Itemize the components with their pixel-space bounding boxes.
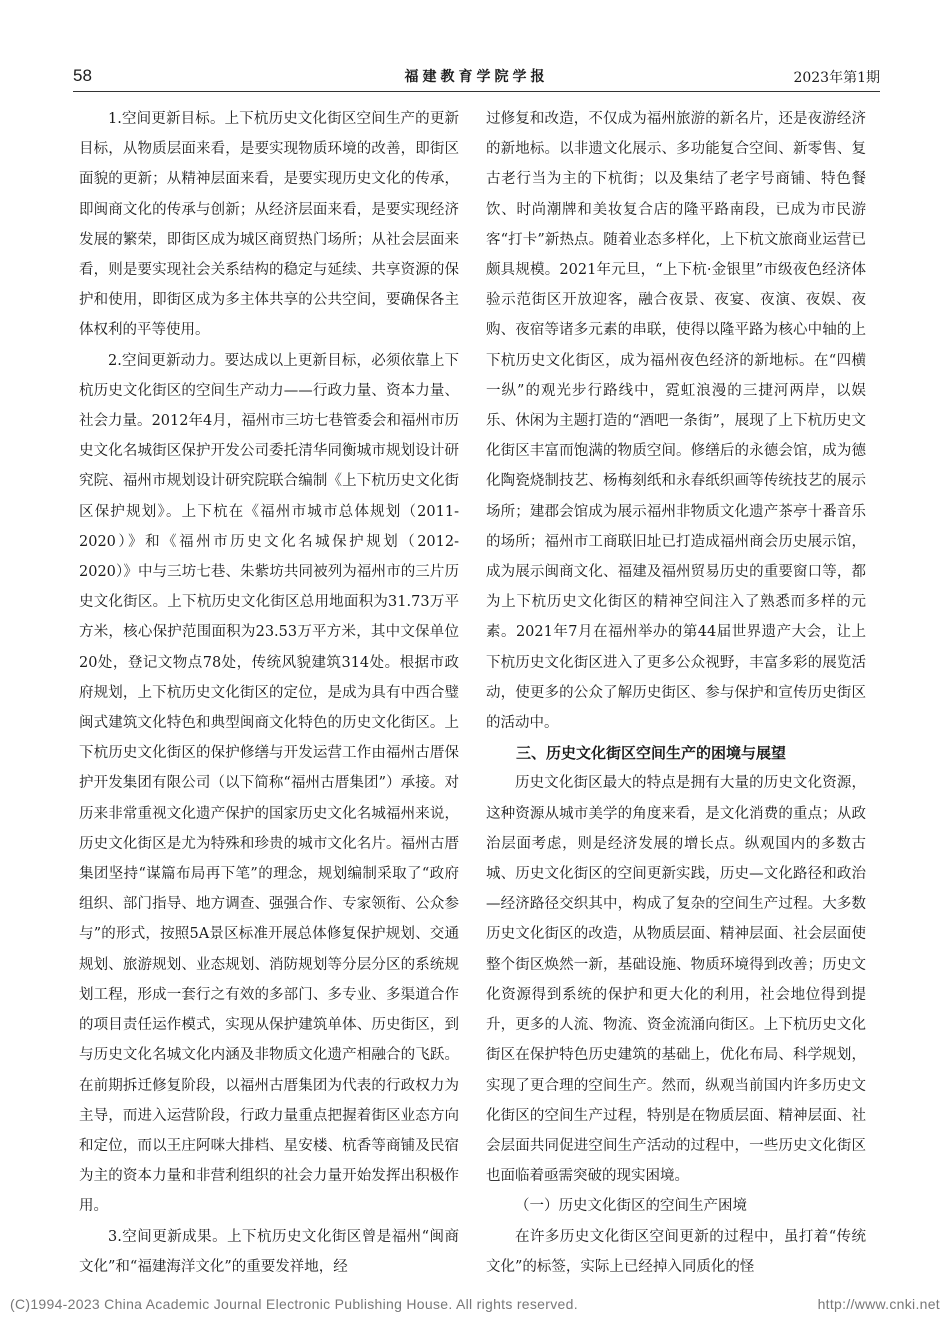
- footer-url[interactable]: http://www.cnki.net: [817, 1296, 940, 1312]
- issue-label: 2023年第1期: [793, 70, 880, 86]
- journal-title: 福建教育学院学报: [404, 69, 549, 85]
- header-rule: [73, 91, 880, 92]
- subsection-heading: （一）历史文化街区的空间生产困境: [515, 1198, 747, 1215]
- right-column: [486, 104, 866, 1282]
- copyright-text: (C)1994-2023 China Academic Journal Electronic Publishing House. All rights reserved.: [10, 1296, 578, 1312]
- paragraph-section-intro: 历史文化街区最大的特点是拥有大量的历史文化资源，这种资源从城市美学的角度来看，是文化消费的重点；从政治层面考虑，则是经济发展的增长点。纵观国内的多数古城、历史文化街区的空间更新实践，历史—文化路径和政治—经济路径交织其中，构成了复杂的空间生产过程。大多数历史文化街区的改造，从物质层面、精神层面、社会层面使整个街区焕然一新，基础设施、物质环境得到改善；历史文化资源得到系统的保护和更大化的利用，社会地位得到提升，更多的人流、物流、资金流涌向街区。上下杭历史文化街区在保护特色历史建筑的基础上，优化布局、科学规划，实现了更合理的空间生产。然而，纵观当前国内许多历史文化街区的空间生产过程，特别是在物质层面、精神层面、社会层面共同促进空间生产活动的过程中，一些历史文化街区也面临着亟需突破的现实困境。: [486, 775, 866, 1185]
- page-header: [73, 66, 880, 90]
- left-column: [79, 104, 459, 1282]
- paragraph-update-drivers: 2.空间更新动力。要达成以上更新目标，必须依靠上下杭历史文化街区的空间生产动力——行政力量、资本力量、社会力量。2012年4月，福州市三坊七巷管委会和福州市历史文化名城街区保护开发公司委托清华同衡城市规划设计研究院、福州市规划设计研究院联合编制《上下杭历史文化街区保护规划》。上下杭在《福州市城市总体规划（2011-2020）》和《福州市历史文化名城保护规划（2012-2020）》中与三坊七巷、朱紫坊共同被列为福州市的三片历史文化街区。上下杭历史文化街区总用地面积为31.73万平方米，核心保护范围面积为23.53万平方米，其中文保单位20处，登记文物点78处，传统风貌建筑314处。根据市政府规划，上下杭历史文化街区的定位，是成为具有中西合璧闽式建筑文化特色和典型闽商文化特色的历史文化街区。上下杭历史文化街区的保护修缮与开发运营工作由福州古厝保护开发集团有限公司（以下简称“福州古厝集团”）承接。对历来非常重视文化遗产保护的国家历史文化名城福州来说，历史文化街区是尤为特殊和珍贵的城市文化名片。福州古厝集团坚持“谋篇布局再下笔”的理念，规划编制采取了“政府组织、部门指导、地方调查、强强合作、专家领衔、公众参与”的形式，按照5A景区标准开展总体修复保护规划、交通规划、旅游规划、业态规划、消防规划等分层分区的系统规划工程，形成一套行之有效的多部门、多专业、多渠道合作的项目责任运作模式，实现从保护建筑单体、历史街区，到与历史文化名城文化内涵及非物质文化遗产相融合的飞跃。在前期拆迁修复阶段，以福州古厝集团为代表的行政权力为主导，而进入运营阶段，行政力量重点把握着街区业态方向和定位，而以王庄阿咪大排档、星安楼、杭香等商铺及民宿为主的资本力量和非营利组织的社会力量开始发挥出积极作用。: [79, 352, 459, 1215]
- page-footer: [10, 1296, 940, 1312]
- paragraph-continuation: 过修复和改造，不仅成为福州旅游的新名片，还是夜游经济的新地标。以非遗文化展示、多功能复合空间、新零售、复古老行当为主的下杭街；以及集结了老字号商铺、特色餐饮、时尚潮牌和美妆复合店的隆平路南段，已成为市民游客“打卡”新热点。随着业态多样化，上下杭文旅商业运营已颇具规模。2021年元旦，“上下杭·金银里”市级夜色经济体验示范街区开放迎客，融合夜景、夜宴、夜演、夜娱、夜购、夜宿等诸多元素的串联，使得以隆平路为核心中轴的上下杭历史文化街区，成为福州夜色经济的新地标。在“四横一纵”的观光步行路线中，霓虹浪漫的三捷河两岸，以娱乐、休闲为主题打造的“酒吧一条街”，展现了上下杭历史文化街区丰富而饱满的物质空间。修缮后的永德会馆，成为德化陶瓷烧制技艺、杨梅刻纸和永春纸织画等传统技艺的展示场所；建郡会馆成为展示福州非物质文化遗产茶亭十番音乐的场所；福州市工商联旧址已打造成福州商会历史展示馆，成为展示闽商文化、福建及福州贸易历史的重要窗口等，都为上下杭历史文化街区的精神空间注入了熟悉而多样的元素。2021年7月在福州举办的第44届世界遗产大会，让上下杭历史文化街区进入了更多公众视野，丰富多彩的展览活动，使更多的公众了解历史街区、参与保护和宣传历史街区的活动中。: [486, 111, 866, 732]
- section-heading: 三、历史文化街区空间生产的困境与展望: [516, 744, 787, 763]
- paragraph-update-results: 3.空间更新成果。上下杭历史文化街区曾是福州“闽商文化”和“福建海洋文化”的重要发祥地，经: [79, 1228, 459, 1275]
- page-number: 58: [73, 66, 92, 85]
- paragraph-update-goal: 1.空间更新目标。上下杭历史文化街区空间生产的更新目标，从物质层面来看，是要实现物质环境的改善，即街区面貌的更新；从精神层面来看，是要实现历史文化的传承，即闽商文化的传承与创新；从经济层面来看，是要实现经济发展的繁荣，即街区成为城区商贸热门场所；从社会层面来看，则是要实现社会关系结构的稳定与延续、共享资源的保护和使用，即街区成为多主体共享的公共空间，要确保各主体权利的平等使用。: [79, 111, 459, 339]
- paragraph-subsection: 在许多历史文化街区空间更新的过程中，虽打着“传统文化”的标签，实际上已经掉入同质化的怪: [486, 1228, 866, 1275]
